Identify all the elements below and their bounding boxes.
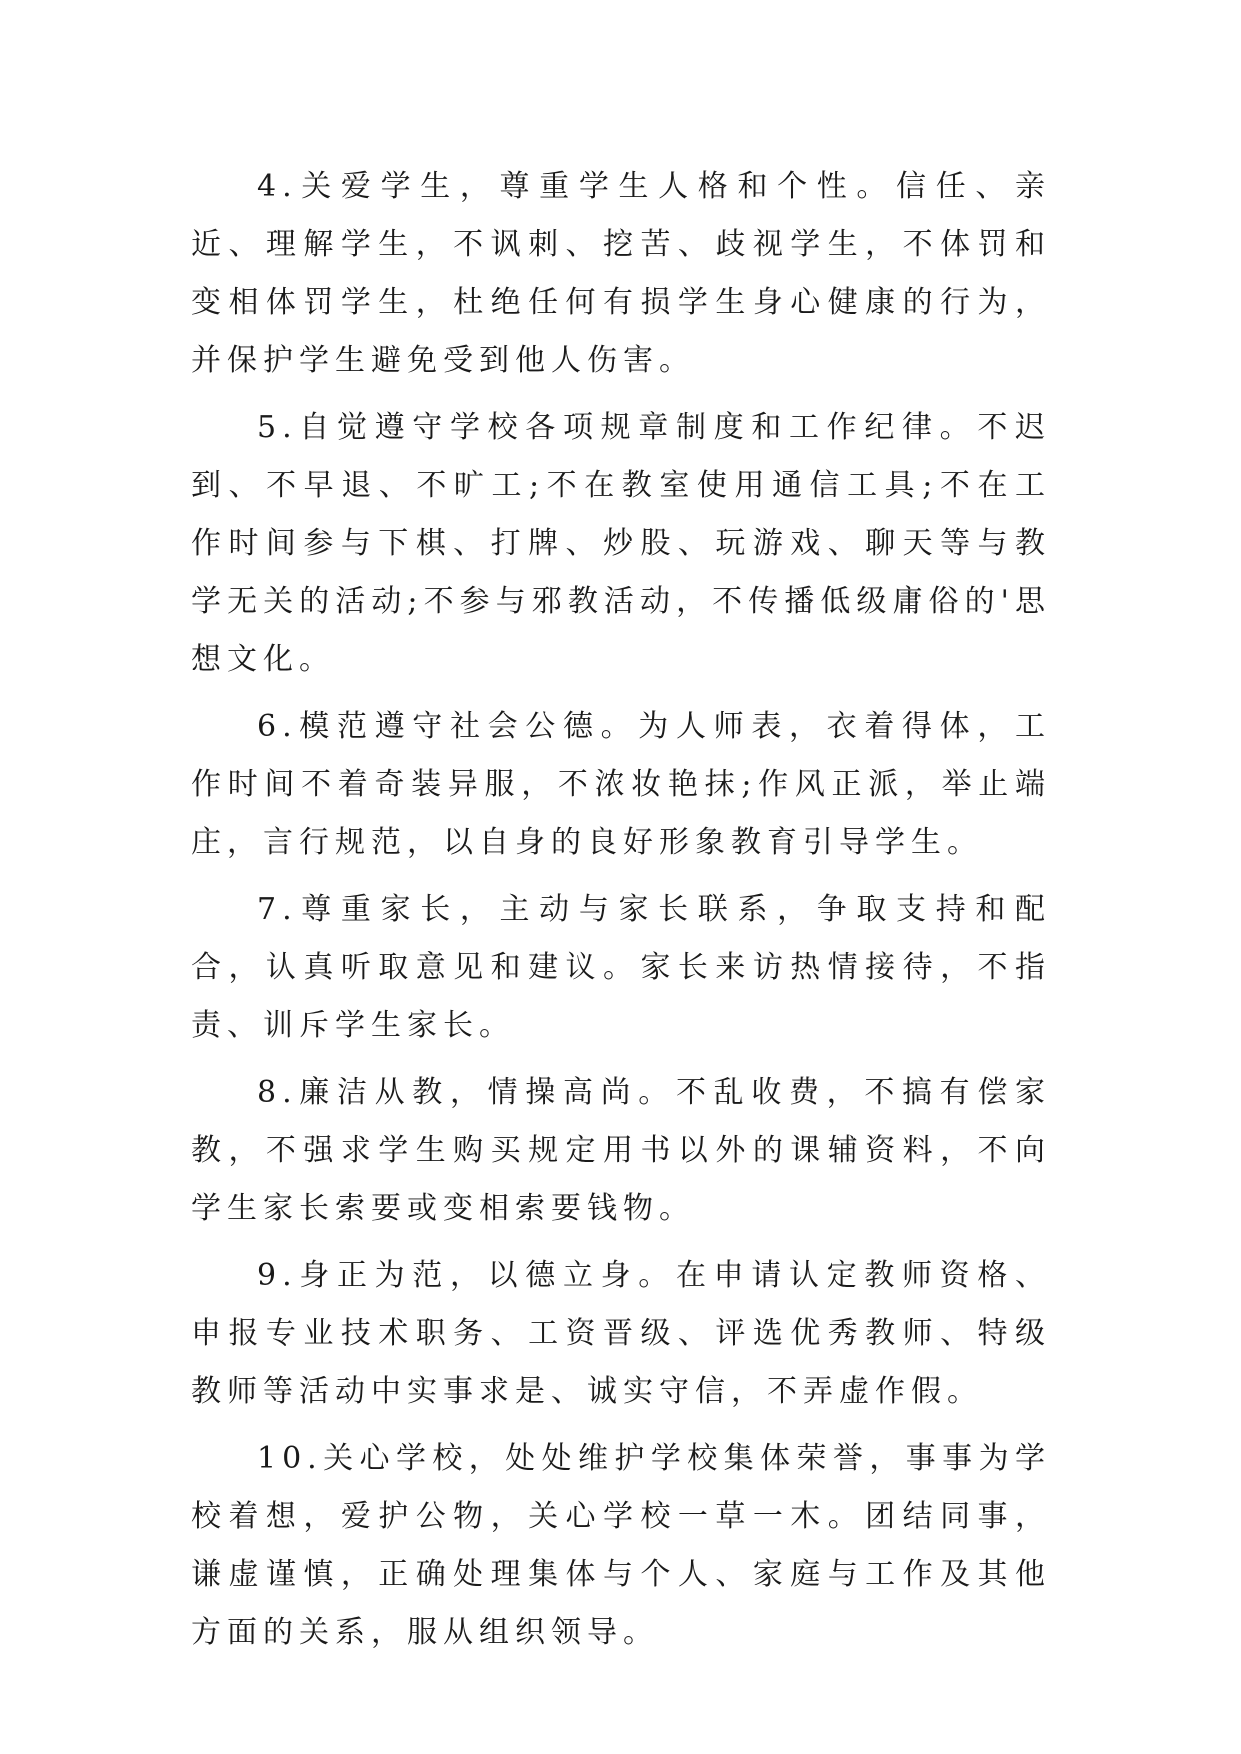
paragraph-item-7: 7.尊重家长，主动与家长联系，争取支持和配合，认真听取意见和建议。家长来访热情接待，不指责、训斥学生家长。 bbox=[191, 892, 1051, 1043]
document-body bbox=[191, 158, 1051, 1671]
paragraph-item-10: 10.关心学校，处处维护学校集体荣誉，事事为学校着想，爱护公物，关心学校一草一木。团结同事，谦虚谨慎，正确处理集体与个人、家庭与工作及其他方面的关系，服从组织领导。 bbox=[191, 1441, 1051, 1650]
paragraph-item-8: 8.廉洁从教，情操高尚。不乱收费，不搞有偿家教，不强求学生购买规定用书以外的课辅资料，不向学生家长索要或变相索要钱物。 bbox=[191, 1075, 1051, 1226]
paragraph-item-6: 6.模范遵守社会公德。为人师表，衣着得体，工作时间不着奇装异服，不浓妆艳抹;作风正派，举止端庄，言行规范，以自身的良好形象教育引导学生。 bbox=[191, 709, 1051, 860]
paragraph-item-5: 5.自觉遵守学校各项规章制度和工作纪律。不迟到、不早退、不旷工;不在教室使用通信工具;不在工作时间参与下棋、打牌、炒股、玩游戏、聊天等与教学无关的活动;不参与邪教活动，不传播低级庸俗的'思想文化。 bbox=[191, 410, 1051, 677]
paragraph-item-4: 4.关爱学生，尊重学生人格和个性。信任、亲近、理解学生，不讽刺、挖苦、歧视学生，不体罚和变相体罚学生，杜绝任何有损学生身心健康的行为，并保护学生避免受到他人伤害。 bbox=[191, 169, 1051, 378]
paragraph-item-9: 9.身正为范，以德立身。在申请认定教师资格、申报专业技术职务、工资晋级、评选优秀教师、特级教师等活动中实事求是、诚实守信，不弄虚作假。 bbox=[191, 1258, 1051, 1409]
